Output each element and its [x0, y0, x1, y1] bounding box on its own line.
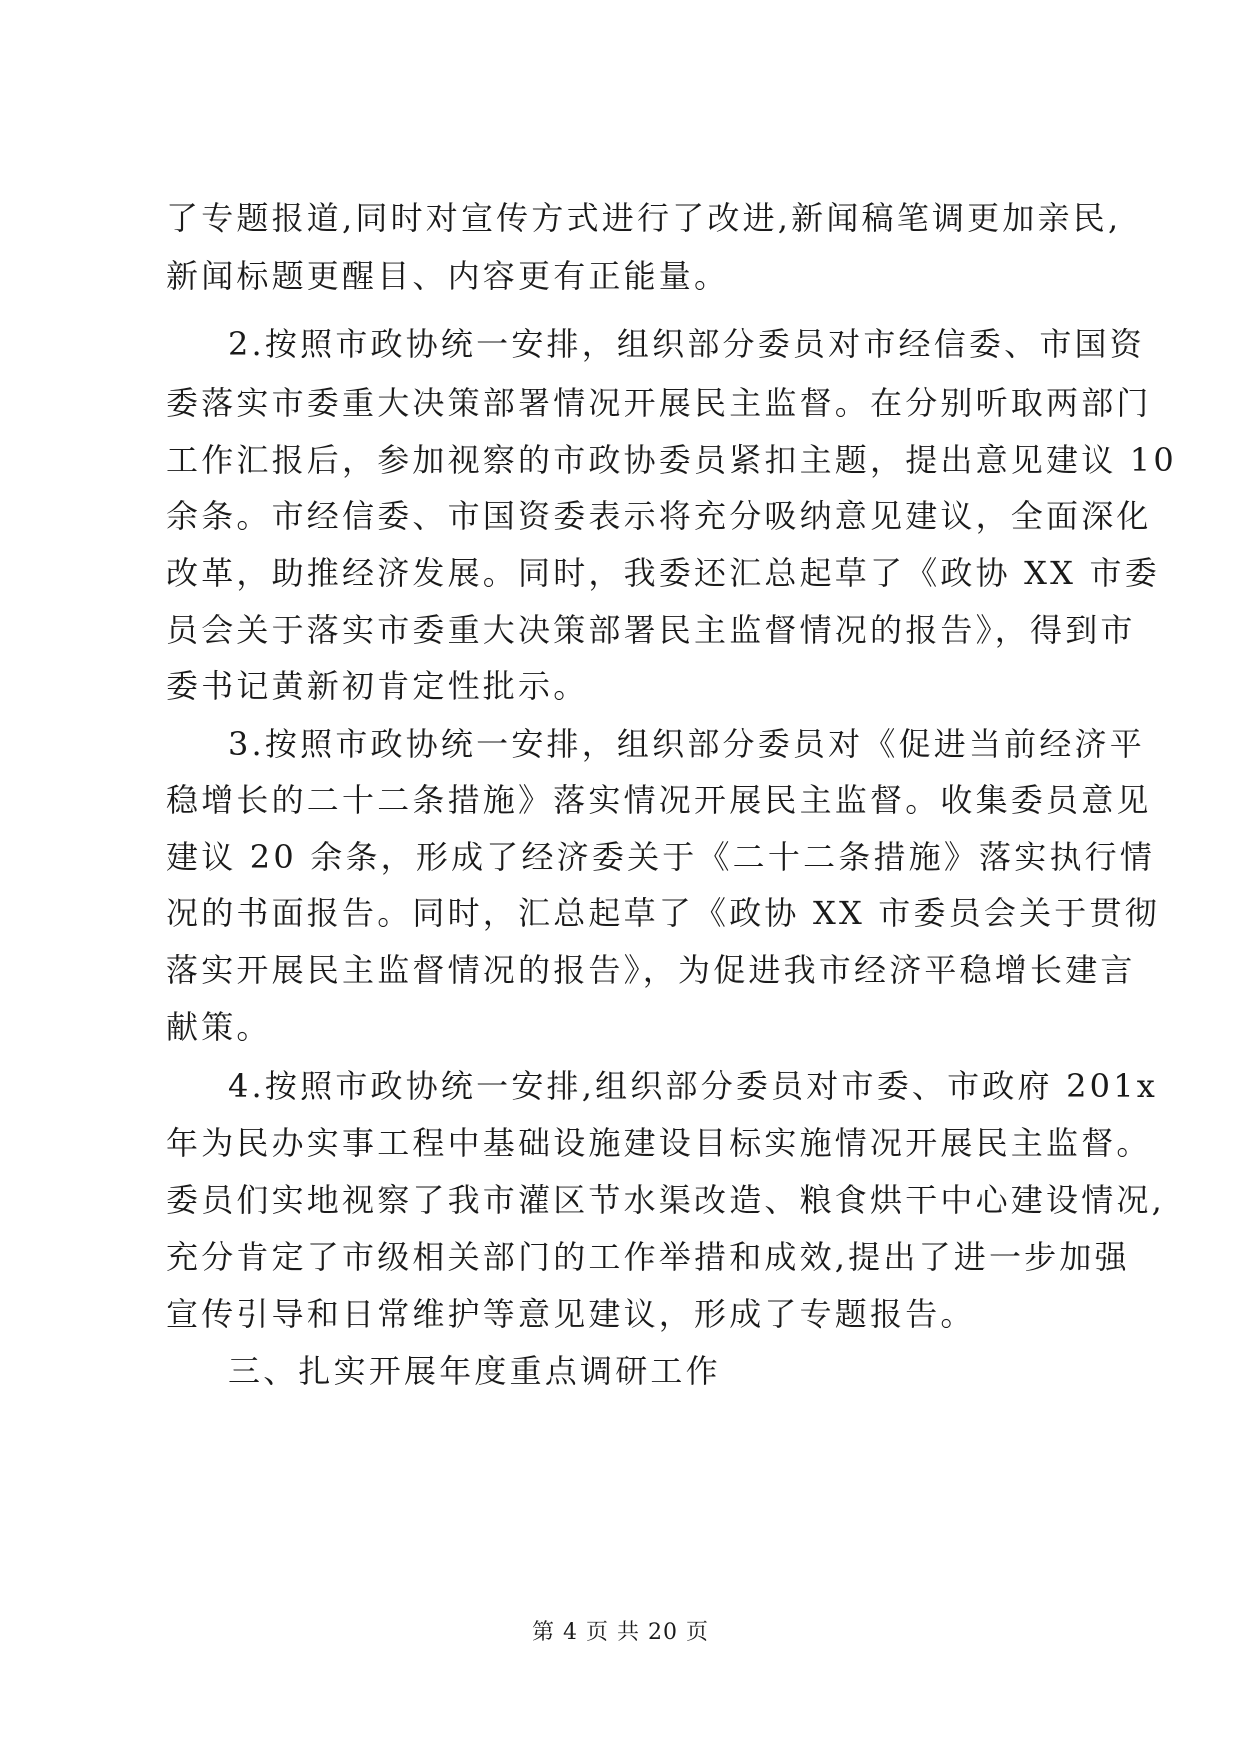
text-line: 改革，助推经济发展。同时，我委还汇总起草了《政协 XX 市委 [166, 554, 1160, 592]
text-line: 4.按照市政协统一安排,组织部分委员对市委、市政府 201x [228, 1067, 1159, 1105]
text-line: 落实开展民主监督情况的报告》，为促进我市经济平稳增长建言 [166, 951, 1136, 989]
text-line: 委书记黄新初肯定性批示。 [166, 667, 589, 705]
text-line: 新闻标题更醒目、内容更有正能量。 [166, 257, 730, 295]
text-line: 宣传引导和日常维护等意见建议，形成了专题报告。 [166, 1295, 976, 1333]
section-heading: 三、扎实开展年度重点调研工作 [228, 1352, 721, 1390]
text-line: 建议 20 余条，形成了经济委关于《二十二条措施》落实执行情 [166, 838, 1156, 876]
page-footer: 第 4 页 共 20 页 [532, 1620, 709, 1645]
text-line: 2.按照市政协统一安排，组织部分委员对市经信委、市国资 [228, 325, 1145, 363]
text-line: 年为民办实事工程中基础设施建设目标实施情况开展民主监督。 [166, 1124, 1152, 1162]
text-line: 充分肯定了市级相关部门的工作举措和成效,提出了进一步加强 [166, 1238, 1130, 1276]
text-line: 稳增长的二十二条措施》落实情况开展民主监督。收集委员意见 [166, 781, 1152, 819]
text-line: 委员们实地视察了我市灌区节水渠改造、粮食烘干中心建设情况, [166, 1181, 1165, 1219]
text-line: 员会关于落实市委重大决策部署民主监督情况的报告》，得到市 [166, 611, 1136, 649]
text-line: 工作汇报后，参加视察的市政协委员紧扣主题，提出意见建议 10 [166, 441, 1177, 479]
text-line: 况的书面报告。同时，汇总起草了《政协 XX 市委员会关于贯彻 [166, 894, 1160, 932]
text-line: 了专题报道,同时对宣传方式进行了改进,新闻稿笔调更加亲民, [166, 199, 1122, 237]
text-line: 3.按照市政协统一安排，组织部分委员对《促进当前经济平 [228, 725, 1145, 763]
text-line: 献策。 [166, 1008, 272, 1046]
text-line: 委落实市委重大决策部署情况开展民主监督。在分别听取两部门 [166, 384, 1152, 422]
text-line: 余条。市经信委、市国资委表示将充分吸纳意见建议，全面深化 [166, 497, 1152, 535]
